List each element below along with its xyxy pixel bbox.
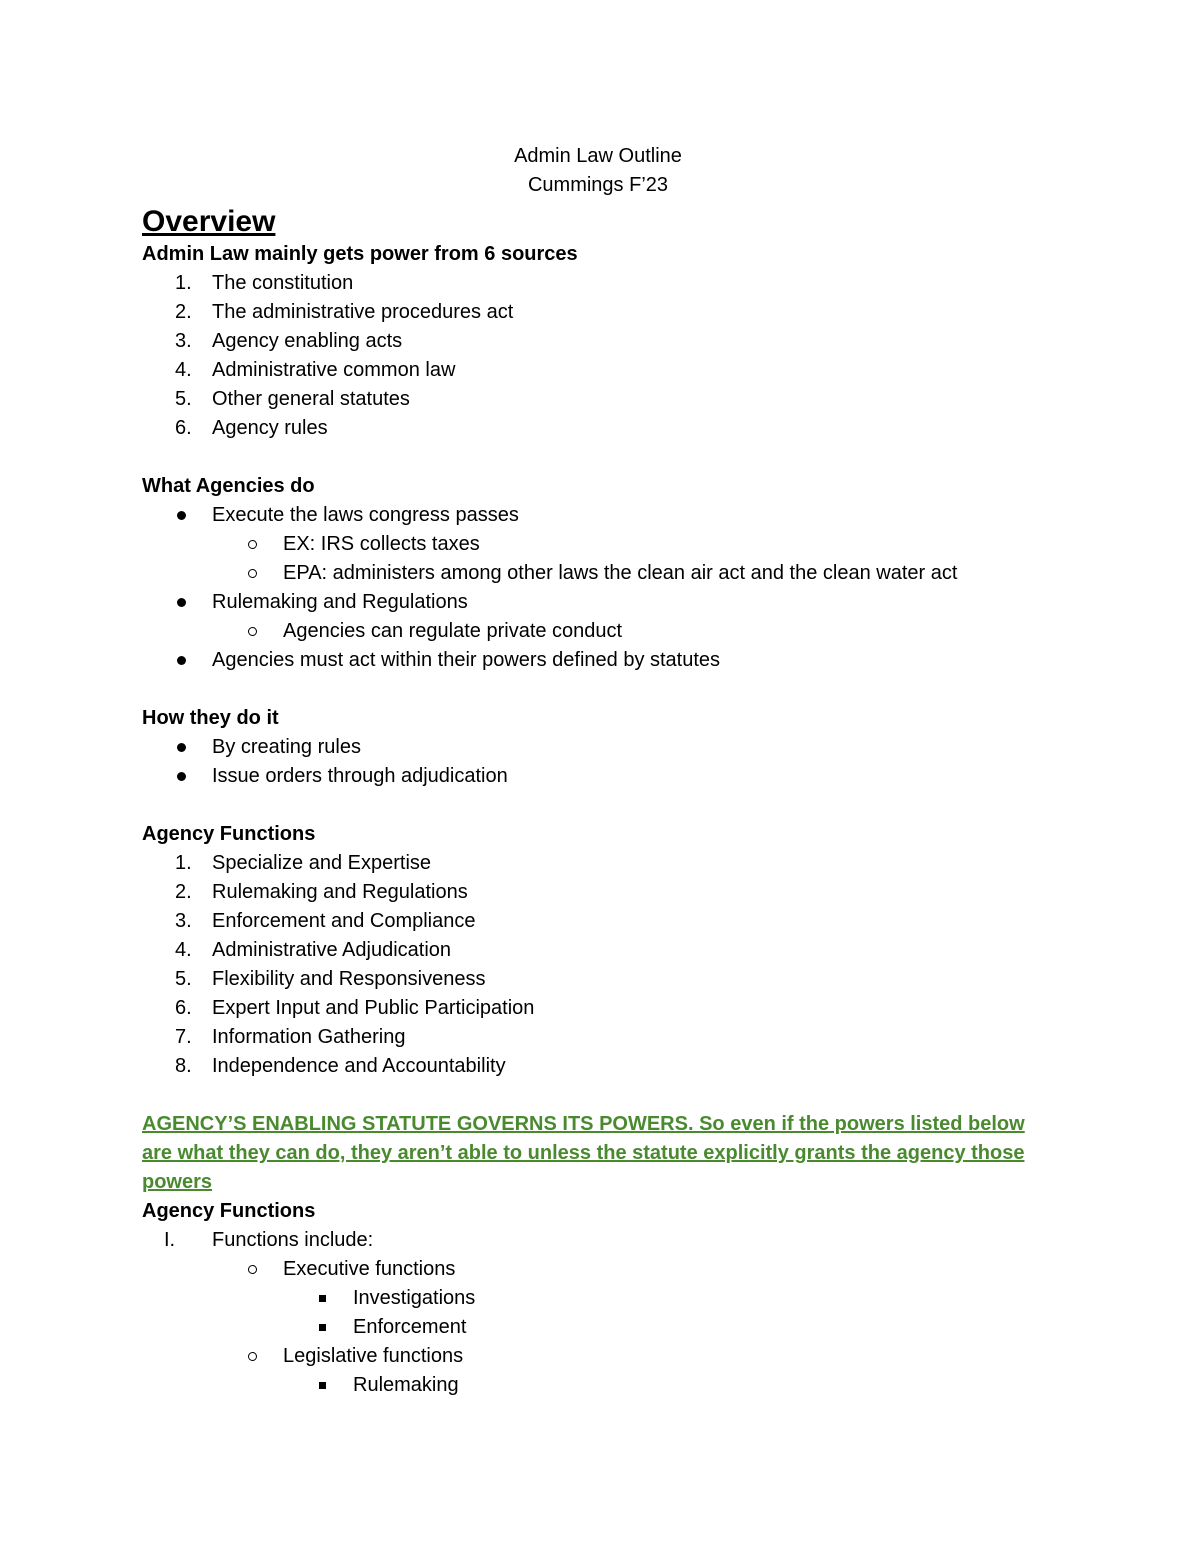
bullet-icon <box>177 511 186 520</box>
list-text: Expert Input and Public Participation <box>212 997 535 1019</box>
circle-bullet-icon <box>248 540 257 549</box>
list-number: 3. <box>175 910 192 932</box>
list-number: 2. <box>175 301 192 323</box>
document-title: Admin Law Outline <box>514 145 682 167</box>
list-number: 4. <box>175 359 192 381</box>
list-item <box>142 965 1062 994</box>
list-item <box>142 617 1062 646</box>
list-text: Investigations <box>353 1287 476 1309</box>
list-text: Rulemaking and Regulations <box>212 881 468 903</box>
list-number: 5. <box>175 388 192 410</box>
list-number: 1. <box>175 852 192 874</box>
list-text: Independence and Accountability <box>212 1055 506 1077</box>
list-number: 1. <box>175 272 192 294</box>
list-text: Executive functions <box>283 1258 456 1280</box>
agency-functions-2-list <box>142 1226 1062 1400</box>
agency-functions-2-heading: Agency Functions <box>142 1200 316 1222</box>
list-text: Specialize and Expertise <box>212 852 432 874</box>
list-item <box>142 559 1062 588</box>
overview-heading: Overview <box>142 205 276 238</box>
list-number: 3. <box>175 330 192 352</box>
circle-bullet-icon <box>248 569 257 578</box>
bullet-icon <box>177 743 186 752</box>
list-text: Administrative common law <box>212 359 456 381</box>
list-text: Enforcement and Compliance <box>212 910 476 932</box>
list-item <box>142 1023 1062 1052</box>
agency-functions-list <box>142 849 1062 1081</box>
list-number: I. <box>164 1229 176 1251</box>
list-number: 2. <box>175 881 192 903</box>
list-item <box>142 994 1062 1023</box>
sources-list <box>142 269 1062 443</box>
list-item <box>142 501 1062 530</box>
list-item <box>142 936 1062 965</box>
list-item <box>142 1052 1062 1081</box>
what-agencies-do-list <box>142 501 1062 675</box>
list-number: 5. <box>175 968 192 990</box>
document-subtitle: Cummings F’23 <box>527 174 669 196</box>
list-item <box>142 298 1062 327</box>
circle-bullet-icon <box>248 1352 257 1361</box>
list-text: The constitution <box>212 272 354 294</box>
list-text: Agency enabling acts <box>212 330 403 352</box>
list-text: Administrative Adjudication <box>212 939 452 961</box>
list-text: EPA: administers among other laws the clean air act and the clean water act <box>283 562 958 584</box>
list-text: Rulemaking <box>353 1374 459 1396</box>
square-bullet-icon <box>319 1382 326 1389</box>
list-text: The administrative procedures act <box>212 301 514 323</box>
enabling-statute-note: AGENCY’S ENABLING STATUTE GOVERNS ITS POWERS. So even if the powers listed below are what they can do, they aren’t able to unless the statute explicitly grants the agency those powers <box>142 1113 1025 1193</box>
list-item <box>142 269 1062 298</box>
list-text: Functions include: <box>212 1229 374 1251</box>
bullet-icon <box>177 598 186 607</box>
list-item <box>142 1313 1062 1342</box>
list-text: Other general statutes <box>212 388 410 410</box>
list-item <box>142 1342 1062 1371</box>
document-page <box>142 142 1062 1400</box>
list-item <box>142 588 1062 617</box>
how-they-do-it-list <box>142 733 1062 791</box>
list-item <box>142 1284 1062 1313</box>
circle-bullet-icon <box>248 1265 257 1274</box>
list-text: Rulemaking and Regulations <box>212 591 468 613</box>
list-text: Flexibility and Responsiveness <box>212 968 486 990</box>
agency-functions-heading: Agency Functions <box>142 823 316 845</box>
list-text: Enforcement <box>353 1316 467 1338</box>
list-text: Agencies can regulate private conduct <box>283 620 623 642</box>
list-text: EX: IRS collects taxes <box>283 533 480 555</box>
list-number: 8. <box>175 1055 192 1077</box>
list-number: 6. <box>175 997 192 1019</box>
list-item <box>142 385 1062 414</box>
list-text: Agencies must act within their powers defined by statutes <box>212 649 721 671</box>
list-item <box>142 1255 1062 1284</box>
sources-heading: Admin Law mainly gets power from 6 sources <box>142 243 578 265</box>
list-item <box>142 762 1062 791</box>
bullet-icon <box>177 656 186 665</box>
list-item <box>142 530 1062 559</box>
list-text: Execute the laws congress passes <box>212 504 519 526</box>
list-item <box>142 849 1062 878</box>
list-item <box>142 327 1062 356</box>
square-bullet-icon <box>319 1324 326 1331</box>
list-item <box>142 733 1062 762</box>
what-agencies-do-heading: What Agencies do <box>142 475 315 497</box>
list-text: Agency rules <box>212 417 328 439</box>
list-number: 6. <box>175 417 192 439</box>
square-bullet-icon <box>319 1295 326 1302</box>
list-item <box>142 414 1062 443</box>
list-text: Legislative functions <box>283 1345 464 1367</box>
circle-bullet-icon <box>248 627 257 636</box>
list-item <box>142 907 1062 936</box>
list-item <box>142 878 1062 907</box>
list-text: Information Gathering <box>212 1026 406 1048</box>
bullet-icon <box>177 772 186 781</box>
list-item <box>142 356 1062 385</box>
list-item <box>142 646 1062 675</box>
list-item <box>142 1371 1062 1400</box>
list-item <box>142 1226 1062 1255</box>
list-number: 7. <box>175 1026 192 1048</box>
list-text: Issue orders through adjudication <box>212 765 508 787</box>
how-they-do-it-heading: How they do it <box>142 707 279 729</box>
list-number: 4. <box>175 939 192 961</box>
list-text: By creating rules <box>212 736 361 758</box>
